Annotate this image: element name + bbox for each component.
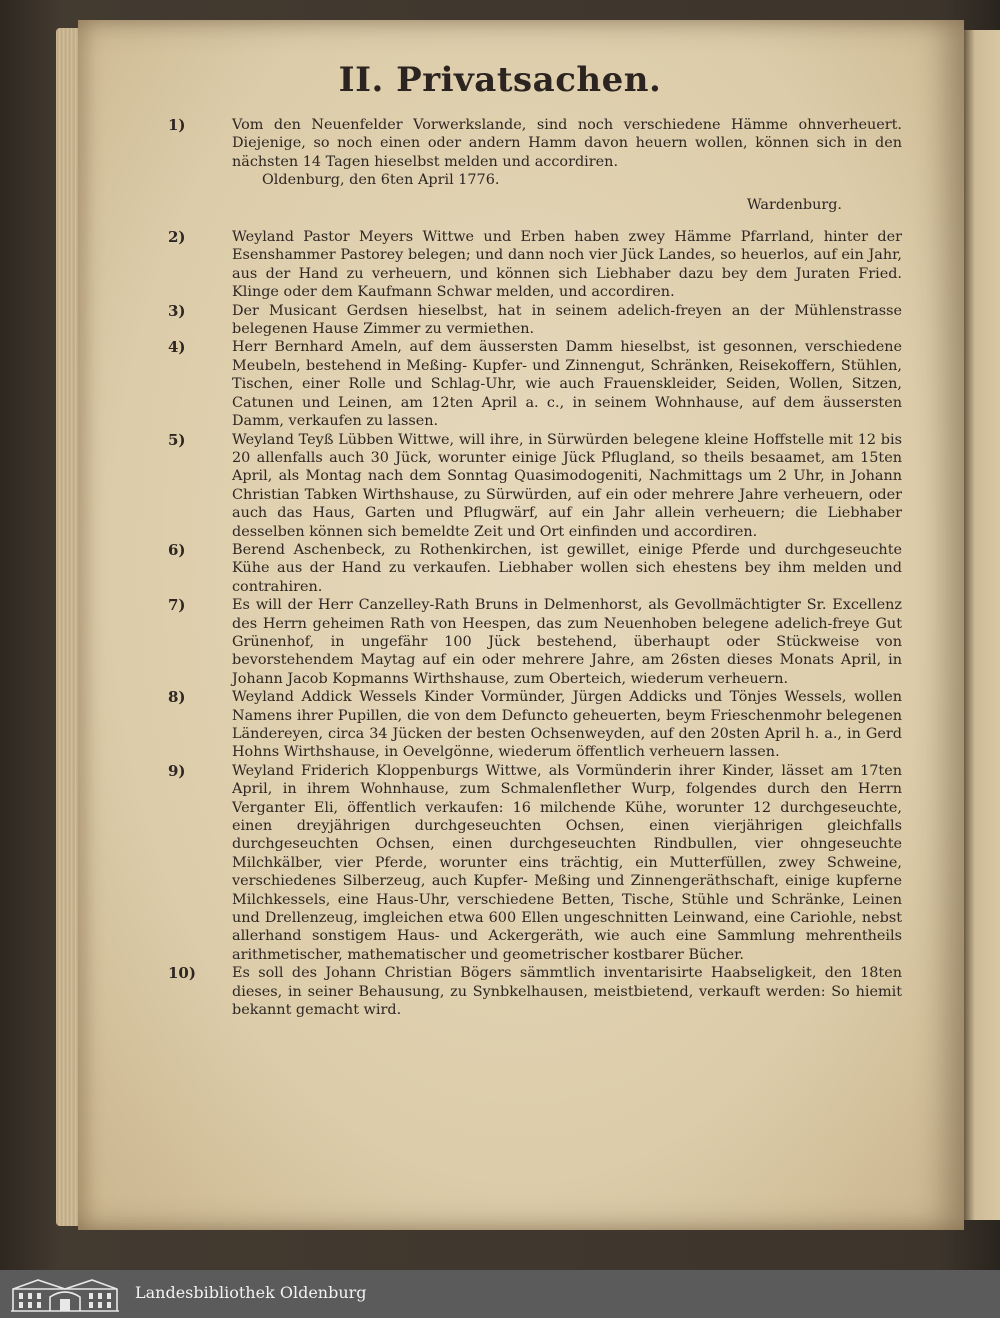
notice-number: 4)	[168, 338, 186, 357]
notice-date: Oldenburg, den 6ten April 1776.	[262, 172, 500, 189]
notice-list	[168, 116, 902, 1020]
facing-page-edge	[964, 30, 1000, 1220]
notice-text: Weyland Teyß Lübben Wittwe, will ihre, in Sürwürden belegene kleine Hoffstelle mit 12 bis 20 allenfalls auch 30 Jück, worunter einige Jück Pflugland, so theils besaamet, am 15ten April, als Montag nach dem Sonntag Quasimodogeniti, Nachmittags um 2 Uhr, in Johann Christian Tabken Wirthshause, zu Sürwürden, auf ein oder mehrere Jahre verheuern, oder auch das Haus, Garten und Pflugwärf, auf ein Jahr allein verheuern; die Liebhaber desselben können sich bemeldte Zeit und Ort einfinden und accordiren.	[232, 431, 902, 540]
notice-9	[168, 761, 902, 964]
notice-number: 8)	[168, 688, 186, 707]
notice-5	[168, 430, 902, 541]
notice-8	[168, 688, 902, 762]
notice-number: 7)	[168, 596, 186, 615]
notice-signature: Wardenburg.	[746, 196, 842, 213]
notice-number: 6)	[168, 540, 186, 559]
notice-number: 1)	[168, 116, 186, 134]
notice-text: Weyland Friderich Kloppenburgs Wittwe, als Vormünderin ihrer Kinder, lässet am 17ten April, in ihrem Wohnhause, zum Schmalenflether Wurp, folgendes durch den Herrn Verganter Eli, öffentlich verkaufen: 16 milchende Kühe, worunter 12 durchgeseuchte, einen dreyjährigen durchgeseuchten Ochsen, einen vierjährigen gleichfalls durchgeseuchten Ochsen, einen durchgeseuchten Rindbullen, vier ohngeseuchte Milchkälber, vier Pferde, worunter eins trächtig, ein Mutterfüllen, zwey Schweine, verschiedenes Silberzeug, auch Kupfer- Meßing und Zinnengeräthschaft, einige kupferne Milchkessels, eine Haus-Uhr, verschiedene Betten, Tische, Stühle und Schränke, Leinen und Drellenzeug, imgleichen etwa 600 Ellen ungeschnitten Leinwand, eine Cariohle, nebst allerhand sonstigem Haus- und Ackergeräth, wie auch eine Sammlung mehrentheils arithmetischer, mathematischer und geometrischer kostbarer Bücher.	[232, 762, 902, 963]
notice-text: Es soll des Johann Christian Bögers sämmtlich inventarisirte Haabseligkeit, den 18ten dieses, in seiner Behausung, zu Synbkelhausen, meistbietend, verkauft werden: So hiemit bekannt gemacht wird.	[232, 965, 902, 1019]
notice-text: Berend Aschenbeck, zu Rothenkirchen, ist gewillet, einige Pferde und durchgeseuchte Kühe aus der Hand zu verkaufen. Liebhaber wollen sich ehestens bey ihm melden und contrahiren.	[232, 541, 902, 595]
notice-6	[168, 540, 902, 596]
notice-4	[168, 338, 902, 430]
section-heading: II. Privatsachen.	[338, 60, 662, 100]
notice-1	[168, 116, 902, 214]
notice-number: 10)	[168, 964, 196, 983]
notice-number: 2)	[168, 228, 186, 247]
library-building-logo-icon[interactable]	[10, 1275, 120, 1313]
notice-text: Der Musicant Gerdsen hieselbst, hat in seinem adelich-freyen an der Mühlenstrasse belegenen Hause Zimmer zu vermiethen.	[232, 302, 902, 338]
notice-text: Weyland Addick Wessels Kinder Vormünder, Jürgen Addicks und Tönjes Wessels, wollen Namens ihrer Pupillen, die von dem Defuncto geheuerten, beym Frieschenmohr belegenen Ländereyen, circa 34 Jücken der besten Ochsenweyden, auf den 20sten April h. a., in Gerd Hohns Wirthshause, in Oevelgönne, wiederum öffentlich verheuern lassen.	[232, 689, 902, 761]
notice-text: Weyland Pastor Meyers Wittwe und Erben haben zwey Hämme Pfarrland, hinter der Esenshammer Pastorey belegen; und dann noch vier Jück Landes, so heuerlos, auf ein Jahr, aus der Hand zu verheuern, und können sich Liebhaber dazu bey dem Juraten Fried. Klinge oder dem Kaufmann Schwar melden, und accordiren.	[232, 229, 902, 301]
notice-7	[168, 596, 902, 688]
library-name[interactable]: Landesbibliothek Oldenburg	[135, 1283, 367, 1302]
notice-10	[168, 964, 902, 1019]
notice-number: 5)	[168, 430, 186, 449]
notice-2	[168, 228, 902, 302]
notice-number: 9)	[168, 761, 186, 780]
notice-number: 3)	[168, 301, 186, 320]
notice-text: Es will der Herr Canzelley-Rath Bruns in Delmenhorst, als Gevollmächtigter Sr. Excellenz des Herrn geheimen Rath von Heespen, das zum Neuenhoben belegene adelich-freye Gut Grünenhof, in ungefähr 100 Jück bestehend, überhaupt oder Stückweise von bevorstehendem Maytag auf ein oder mehrere Jahre, am 26sten dieses Monats April, in Johann Jacob Kopmanns Wirthshause, zum Oberteich, wiederum verheuern.	[232, 597, 902, 687]
notice-text: Vom den Neuenfelder Vorwerkslande, sind noch verschiedene Hämme ohnverheuert. Diejenige, so noch einen oder andern Hamm davon heuern wollen, können sich in den nächsten 14 Tagen hieselbst melden und accordiren.	[232, 117, 902, 170]
notice-3	[168, 301, 902, 339]
notice-text: Herr Bernhard Ameln, auf dem äussersten Damm hieselbst, ist gesonnen, verschiedene Meubeln, bestehend in Meßing- Kupfer- und Zinnengut, Schränken, Reisekoffern, Stühlen, Tischen, einer Rolle und Schlag-Uhr, wie auch Frauenskleider, Seiden, Wollen, Sitzen, Catunen und Leinen, am 12ten April a. c., in seinem Wohnhause, auf dem äussersten Damm, verkaufen zu lassen.	[232, 339, 902, 430]
